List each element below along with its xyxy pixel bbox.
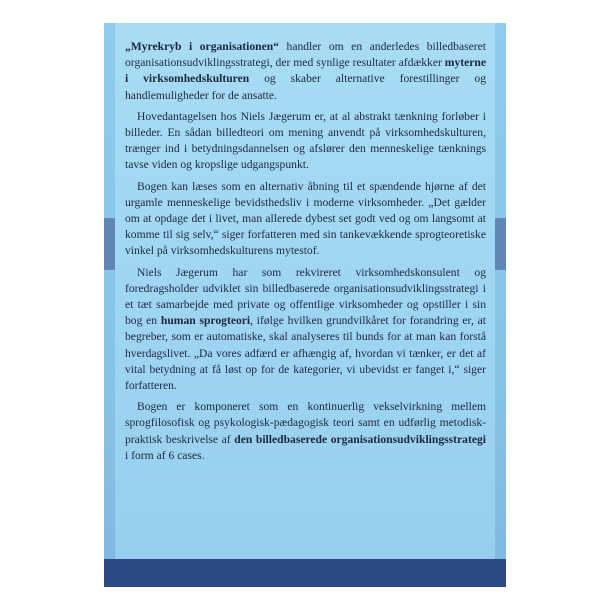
blurb-p1-text-b: og skaber alternative forestillinger og handlemuligheder for de ansatte. — [125, 72, 486, 102]
blurb-p2-text: Hovedantagelsen hos Niels Jægerum er, at al abstrakt tænkning forløber i billeder. En sådan billedteori om mening anvendt på virksomhedskulturen, trænger ind i betydningsdannelsen og afslører den menneskelige tænknings tavse viden og kropslige udgangspunkt. — [125, 109, 486, 172]
blurb-paragraph-5 — [125, 399, 486, 464]
blurb-p1-text-a: handler om en anderledes billedbaseret organisationsudviklingsstrategi, der med synlige resultater afdækker — [125, 40, 486, 70]
blurb-p5-bold-strategy: den billedbaserede organisationsudviklingsstrategi — [234, 432, 486, 446]
blurb-paragraph-4 — [125, 265, 486, 395]
blurb-text — [125, 39, 486, 469]
book-back-cover — [104, 23, 506, 587]
blurb-paragraph-3 — [125, 179, 486, 260]
blurb-p1-bold-myths: myterne i virksomhedskulturen — [125, 56, 486, 86]
blurb-paragraph-1 — [125, 39, 486, 104]
blurb-p4-text-b: , ifølge hvilken grundvilkåret for forandring er, at begreber, som er automatiske, skal analyseres til bunds for at man kan forstå hverdagslivet. „Da vores adfærd er afhængig af, hvordan vi tænker, er det af vital betydning at få løst op for de kategorier, vi ubevidst er fanget i,“ siger forfatteren. — [125, 314, 486, 393]
blurb-p5-text-b: i form af 6 cases. — [125, 448, 205, 462]
blurb-p4-text-a: Niels Jægerum har som rekvireret virksomhedskonsulent og foredragsholder udviklet sin billedbaserede organisationsudviklingsstrategi i et tæt samarbejde med private og offentlige virksomheder og opstiller i sin bog en — [125, 265, 486, 328]
blurb-p5-text-a: Bogen er komponeret som en kontinuerlig vekselvirkning mellem sprogfilosofisk og psykologisk-pædagogisk teori samt en udførlig metodisk-praktisk beskrivelse af — [125, 400, 486, 446]
blurb-paragraph-2 — [125, 109, 486, 174]
blurb-p3-text: Bogen kan læses som en alternativ åbning til et spændende hjørne af det urgamle menneskelige bevidsthedsliv i moderne virksomheder. „Det gælder om at opdage det i livet, man allerede dybest set godt ved og om langsomt at komme til sig selv,“ siger forfatteren med sin tankevækkende sprogteoretiske vinkel på virksomhedskulturens mytestof. — [125, 179, 486, 258]
blurb-p1-bold-title: „Myrekryb i organisationen“ — [125, 40, 279, 53]
cover-bottom-band — [104, 559, 506, 587]
blurb-p4-bold-theory: human sprogteori — [160, 314, 251, 328]
